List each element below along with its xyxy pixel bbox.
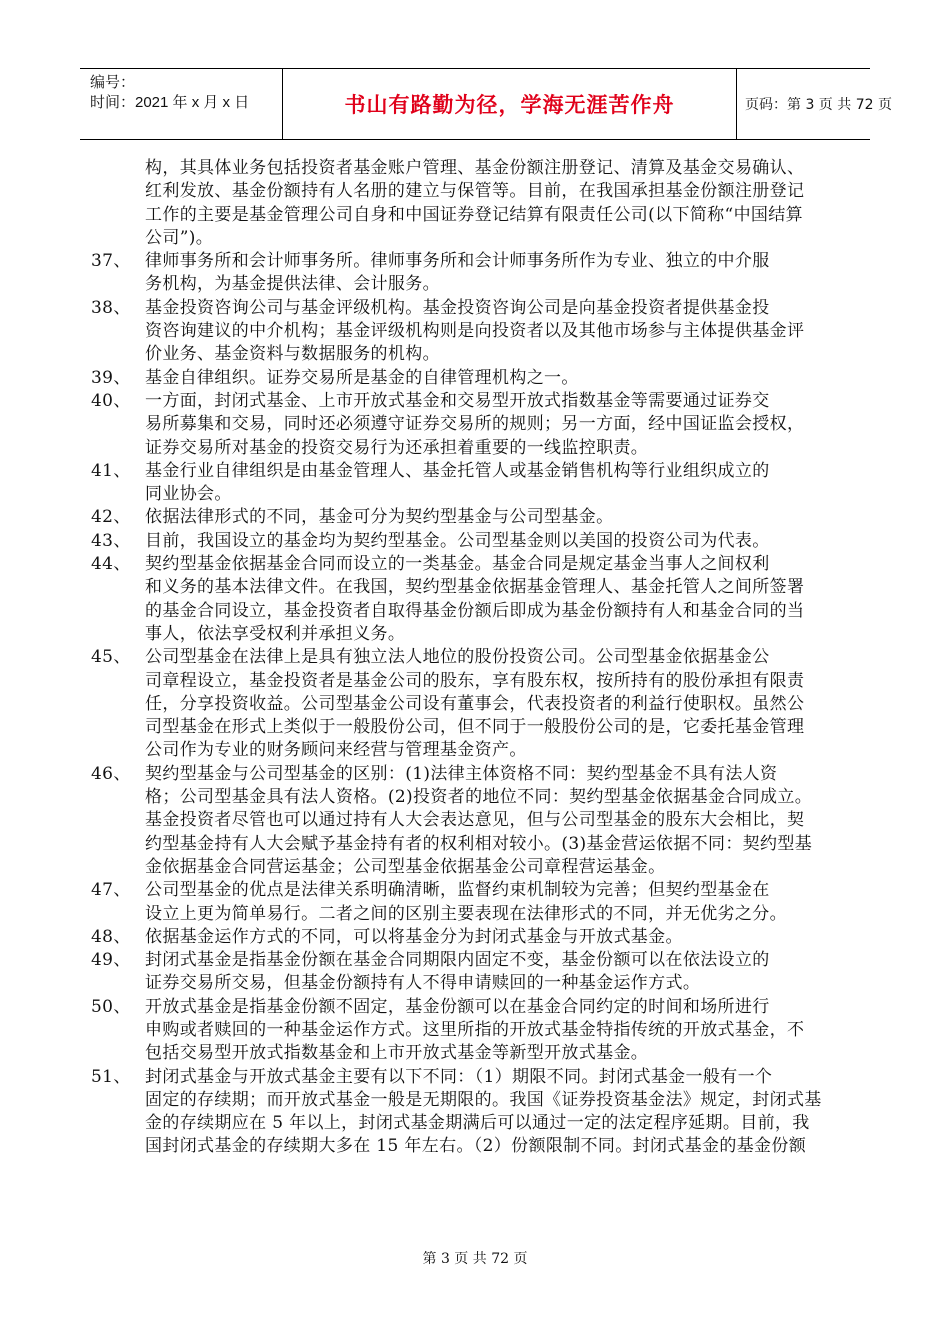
line-text: 构，其具体业务包括投资者基金账户管理、基金份额注册登记、清算及基金交易确认、 xyxy=(145,158,805,178)
text-line xyxy=(91,716,871,739)
item-number: 44、 xyxy=(91,554,131,575)
line-text: 司章程设立，基金投资者是基金公司的股东，享有股东权，按所持有的股份承担有限责 xyxy=(145,670,805,691)
header-motto: 书山有路勤为径，学海无涯苦作舟 xyxy=(283,69,737,139)
line-text: 律师事务所和会计师事务所。律师事务所和会计师事务所作为专业、独立的中介服 xyxy=(145,251,770,272)
text-line xyxy=(91,670,871,693)
line-text: 封闭式基金是指基金份额在基金合同期限内固定不变，基金份额可以在依法设立的 xyxy=(145,950,770,971)
text-line xyxy=(91,879,871,902)
text-line xyxy=(91,530,871,553)
line-text: 基金投资者尽管也可以通过持有人大会表达意见，但与公司型基金的股东大会相比，契 xyxy=(145,810,805,831)
item-number: 42、 xyxy=(91,507,131,528)
line-text: 证券交易所交易，但基金份额持有人不得申请赎回的一种基金运作方式。 xyxy=(145,973,701,994)
text-line xyxy=(91,437,871,460)
text-line xyxy=(91,739,871,762)
document-time-label: 时间：2021 年 x 月 x 日 xyxy=(90,94,250,111)
line-text: 司型基金在形式上类似于一般股份公司，但不同于一般股份公司的是，它委托基金管理 xyxy=(145,717,805,738)
text-line xyxy=(91,1019,871,1042)
text-line xyxy=(91,250,871,273)
text-line xyxy=(91,204,871,227)
text-line xyxy=(91,320,871,343)
text-line xyxy=(91,180,871,203)
document-number-label: 编号： xyxy=(90,74,136,91)
line-text: 价业务、基金资料与数据服务的机构。 xyxy=(145,344,440,365)
line-text: 务机构，为基金提供法律、会计服务。 xyxy=(145,274,440,295)
line-text: 依据法律形式的不同，基金可分为契约型基金与公司型基金。 xyxy=(145,507,614,528)
line-text: 一方面，封闭式基金、上市开放式基金和交易型开放式指数基金等需要通过证券交 xyxy=(145,390,770,411)
line-text: 公司型基金的优点是法律关系明确清晰，监督约束机制较为完善；但契约型基金在 xyxy=(145,880,770,901)
item-number: 45、 xyxy=(91,647,131,668)
line-text: 包括交易型开放式指数基金和上市开放式基金等新型开放式基金。 xyxy=(145,1043,649,1064)
line-text: 易所募集和交易，同时还必须遵守证券交易所的规则；另一方面，经中国证监会授权， xyxy=(145,414,805,435)
text-line xyxy=(91,413,871,436)
item-number: 51、 xyxy=(91,1066,131,1087)
text-line xyxy=(91,903,871,926)
line-text: 契约型基金依据基金合同而设立的一类基金。基金合同是规定基金当事人之间权利 xyxy=(145,554,770,575)
header-meta-cell xyxy=(80,69,283,139)
text-line xyxy=(91,763,871,786)
text-line xyxy=(91,1042,871,1065)
text-line xyxy=(91,600,871,623)
line-text: 同业协会。 xyxy=(145,484,232,505)
line-text: 固定的存续期；而开放式基金一般是无期限的。我国《证券投资基金法》规定，封闭式基 xyxy=(145,1089,822,1110)
text-line xyxy=(91,1066,871,1089)
item-number: 48、 xyxy=(91,926,131,947)
text-line xyxy=(91,227,871,250)
line-text: 国封闭式基金的存续期大多在 15 年左右。（2）份额限制不同。封闭式基金的基金份额 xyxy=(145,1136,807,1157)
text-line xyxy=(91,786,871,809)
text-line xyxy=(91,809,871,832)
text-line xyxy=(91,553,871,576)
text-line xyxy=(91,833,871,856)
text-line xyxy=(91,297,871,320)
text-line xyxy=(91,623,871,646)
text-line xyxy=(91,506,871,529)
line-text: 开放式基金是指基金份额不固定，基金份额可以在基金合同约定的时间和场所进行 xyxy=(145,996,770,1017)
line-text: 申购或者赎回的一种基金运作方式。这里所指的开放式基金特指传统的开放式基金，不 xyxy=(145,1019,805,1040)
text-line xyxy=(91,1089,871,1112)
line-text: 红利发放、基金份额持有人名册的建立与保管等。目前，在我国承担基金份额注册登记 xyxy=(145,181,805,202)
line-text: 契约型基金与公司型基金的区别：(1)法律主体资格不同：契约型基金不具有法人资 xyxy=(145,763,778,784)
line-text: 基金投资咨询公司与基金评级机构。基金投资咨询公司是向基金投资者提供基金投 xyxy=(145,297,770,318)
text-line xyxy=(91,483,871,506)
text-line xyxy=(91,949,871,972)
line-text: 和义务的基本法律文件。在我国，契约型基金依据基金管理人、基金托管人之间所签署 xyxy=(145,577,805,598)
text-line xyxy=(91,1135,871,1158)
line-text: 工作的主要是基金管理公司自身和中国证券登记结算有限责任公司(以下简称“中国结算 xyxy=(145,204,803,225)
item-number: 46、 xyxy=(91,763,131,784)
document-header xyxy=(80,68,892,140)
text-line xyxy=(91,576,871,599)
text-line xyxy=(91,460,871,483)
line-text: 金依据基金合同营运基金；公司型基金依据基金公司章程营运基金。 xyxy=(145,856,666,877)
line-text: 公司作为专业的财务顾问来经营与管理基金资产。 xyxy=(145,740,527,761)
line-text: 的基金合同设立，基金投资者自取得基金份额后即成为基金份额持有人和基金合同的当 xyxy=(145,600,805,621)
text-line xyxy=(91,343,871,366)
text-line xyxy=(91,996,871,1019)
header-page-label: 页码：第 3 页 共 72 页 xyxy=(745,97,892,113)
page-footer: 第 3 页 共 72 页 xyxy=(422,1251,528,1267)
line-text: 目前，我国设立的基金均为契约型基金。公司型基金则以美国的投资公司为代表。 xyxy=(145,530,770,551)
line-text: 证券交易所对基金的投资交易行为还承担着重要的一线监控职责。 xyxy=(145,437,649,458)
text-line xyxy=(91,367,871,390)
item-number: 38、 xyxy=(91,297,131,318)
text-line xyxy=(91,693,871,716)
line-text: 封闭式基金与开放式基金主要有以下不同：（1）期限不同。封闭式基金一般有一个 xyxy=(145,1066,773,1087)
text-line xyxy=(91,1112,871,1135)
item-number: 37、 xyxy=(91,251,131,272)
line-text: 基金自律组织。证券交易所是基金的自律管理机构之一。 xyxy=(145,367,579,388)
text-line xyxy=(91,856,871,879)
item-number: 49、 xyxy=(91,950,131,971)
line-text: 事人，依法享受权利并承担义务。 xyxy=(145,623,406,644)
text-line xyxy=(91,926,871,949)
document-body xyxy=(91,157,871,1159)
line-text: 格；公司型基金具有法人资格。(2)投资者的地位不同：契约型基金依据基金合同成立。 xyxy=(145,787,813,808)
text-line xyxy=(91,157,871,180)
item-number: 40、 xyxy=(91,390,131,411)
text-line xyxy=(91,972,871,995)
item-number: 43、 xyxy=(91,530,131,551)
text-line xyxy=(91,273,871,296)
line-text: 依据基金运作方式的不同，可以将基金分为封闭式基金与开放式基金。 xyxy=(145,926,683,947)
line-text: 任，分享投资收益。公司型基金公司设有董事会，代表投资者的利益行使职权。虽然公 xyxy=(145,693,805,714)
line-text: 设立上更为简单易行。二者之间的区别主要表现在法律形式的不同，并无优劣之分。 xyxy=(145,903,787,924)
line-text: 约型基金持有人大会赋予基金持有者的权利相对较小。(3)基金营运依据不同：契约型基 xyxy=(145,833,813,854)
text-line xyxy=(91,646,871,669)
line-text: 金的存续期应在 5 年以上，封闭式基金期满后可以通过一定的法定程序延期。目前，我 xyxy=(145,1113,810,1134)
item-number: 47、 xyxy=(91,880,131,901)
item-number: 39、 xyxy=(91,367,131,388)
line-text: 资咨询建议的中介机构；基金评级机构则是向投资者以及其他市场参与主体提供基金评 xyxy=(145,321,805,342)
item-number: 50、 xyxy=(91,996,131,1017)
item-number: 41、 xyxy=(91,460,131,481)
line-text: 公司型基金在法律上是具有独立法人地位的股份投资公司。公司型基金依据基金公 xyxy=(145,647,770,668)
text-line xyxy=(91,390,871,413)
line-text: 公司”)。 xyxy=(145,227,214,248)
line-text: 基金行业自律组织是由基金管理人、基金托管人或基金销售机构等行业组织成立的 xyxy=(145,460,770,481)
